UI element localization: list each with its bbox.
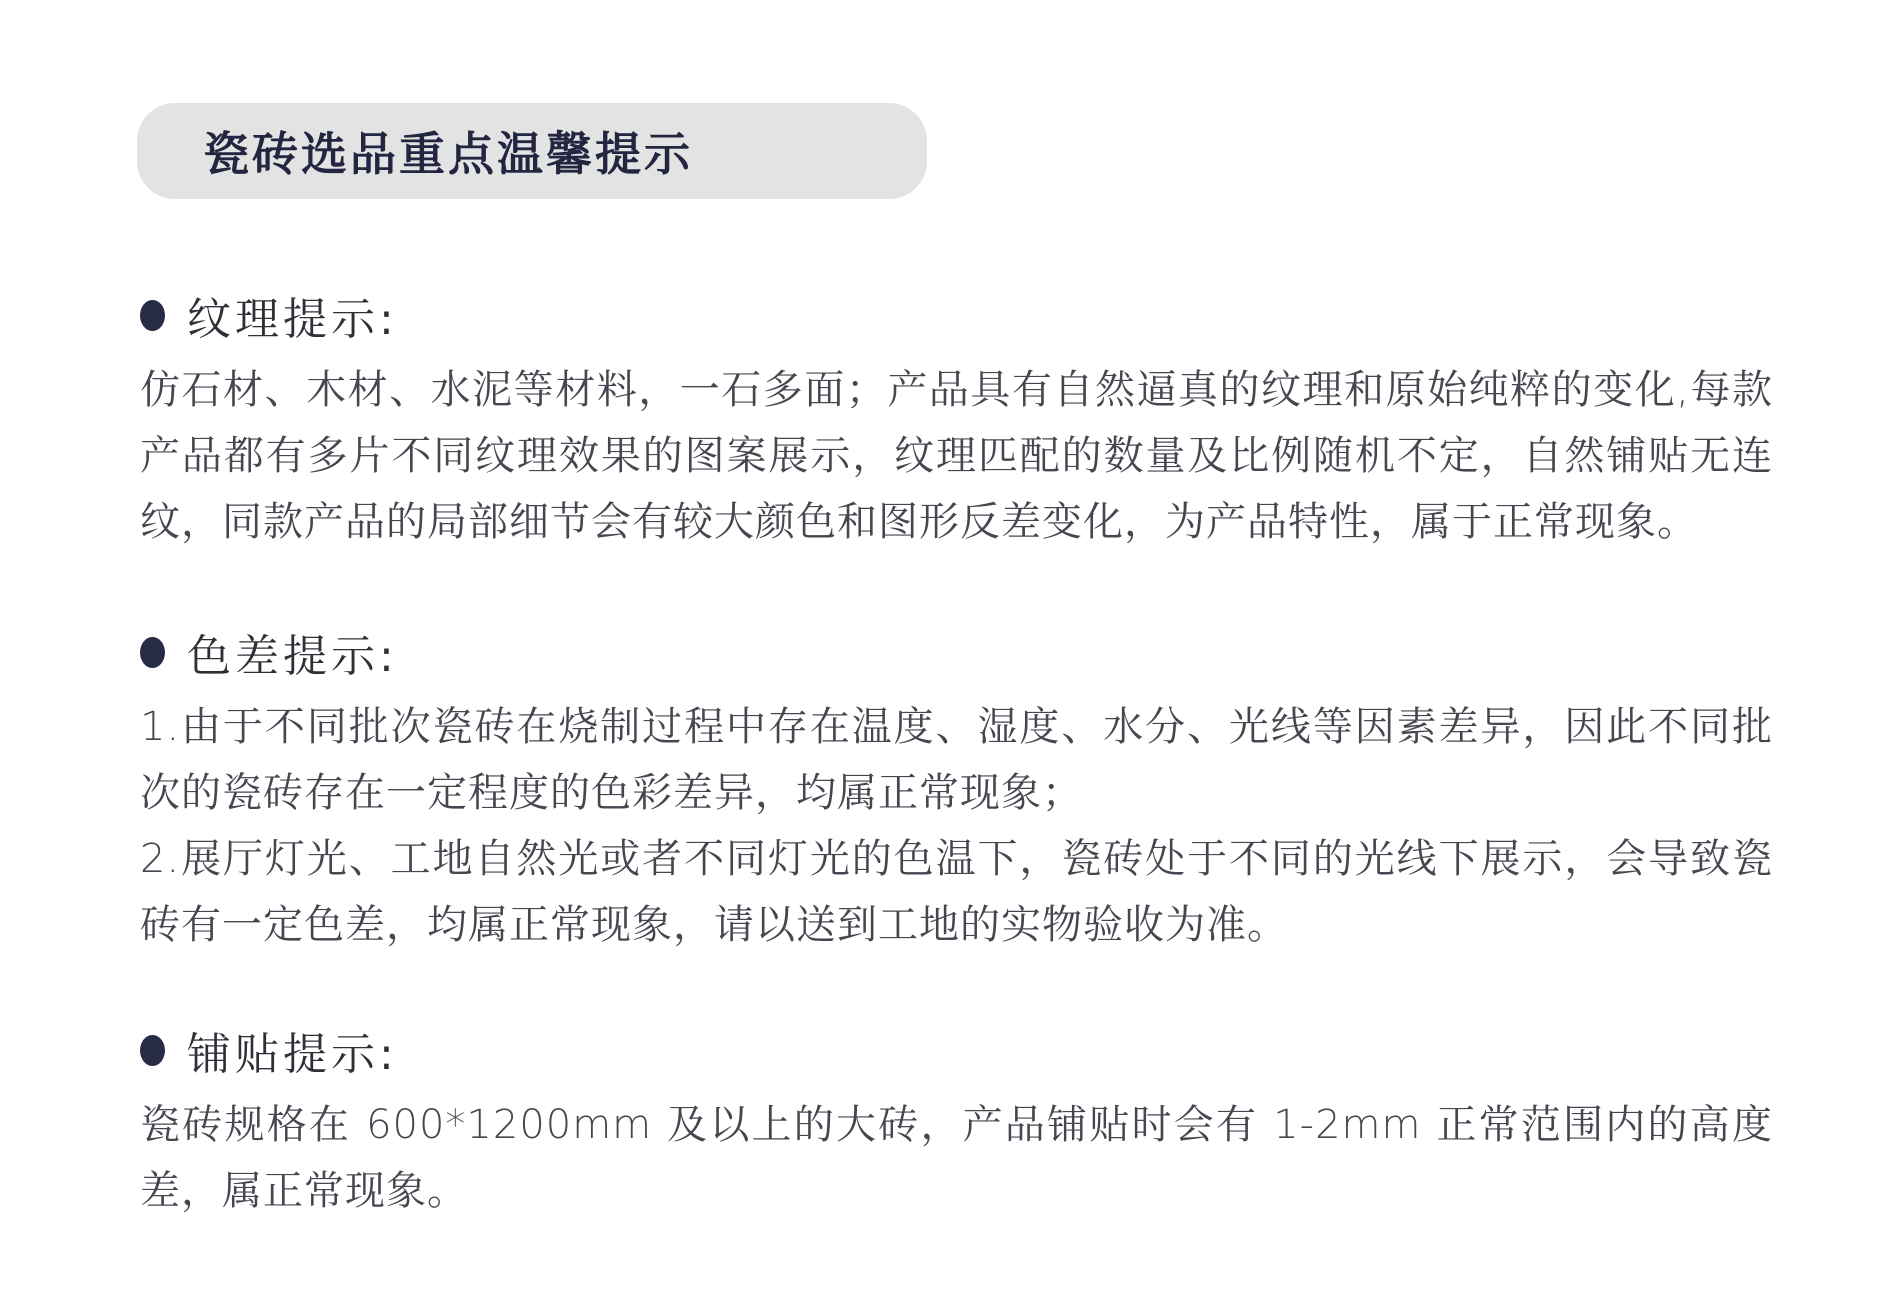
section-texture-tips bbox=[140, 283, 1773, 555]
section-heading: 纹理提示: bbox=[187, 294, 398, 345]
page-title-badge bbox=[137, 103, 927, 199]
section-heading-row bbox=[140, 620, 1773, 684]
section-paragraph: 仿石材、木材、水泥等材料，一石多面；产品具有自然逼真的纹理和原始纯粹的变化,每款产品都有多片不同纹理效果的图案展示，纹理匹配的数量及比例随机不定，自然铺贴无连纹，同款产品的局部细节会有较大颜色和图形反差变化，为产品特性，属于正常现象。 bbox=[140, 367, 1773, 545]
section-heading-row bbox=[140, 283, 1773, 347]
page-title: 瓷砖选品重点温馨提示 bbox=[203, 127, 693, 181]
section-paragraph: 2.展厅灯光、工地自然光或者不同灯光的色温下，瓷砖处于不同的光线下展示，会导致瓷砖有一定色差，均属正常现象，请以送到工地的实物验收为准。 bbox=[140, 836, 1773, 948]
section-heading: 色差提示: bbox=[187, 631, 398, 682]
section-paragraph: 1.由于不同批次瓷砖在烧制过程中存在温度、湿度、水分、光线等因素差异，因此不同批次的瓷砖存在一定程度的色彩差异，均属正常现象； bbox=[140, 704, 1773, 816]
section-paragraph: 瓷砖规格在 600*1200mm 及以上的大砖，产品铺贴时会有 1-2mm 正常范围内的高度差，属正常现象。 bbox=[140, 1102, 1773, 1214]
section-heading: 铺贴提示: bbox=[187, 1029, 398, 1080]
section-color-difference-tips bbox=[140, 620, 1773, 958]
section-heading-row bbox=[140, 1018, 1773, 1082]
bullet-icon bbox=[140, 300, 165, 331]
bullet-icon bbox=[140, 637, 165, 668]
section-paving-tips bbox=[140, 1018, 1773, 1224]
bullet-icon bbox=[140, 1035, 165, 1066]
